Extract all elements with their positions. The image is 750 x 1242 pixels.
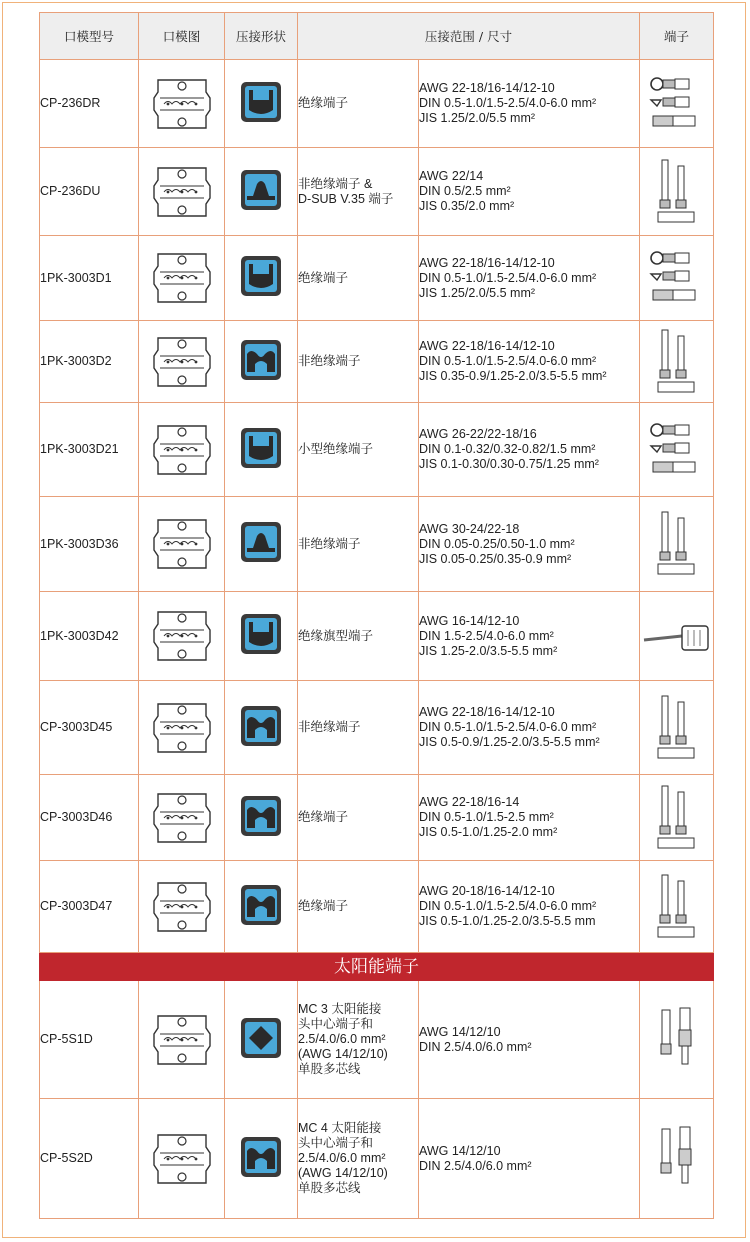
table-row bbox=[40, 1099, 714, 1219]
range-line: DIN 1.5-2.5/4.0-6.0 mm² bbox=[419, 628, 554, 643]
table-row bbox=[40, 403, 714, 497]
model-cell: CP-236DR bbox=[40, 60, 139, 148]
insulated-terminal-icon bbox=[640, 236, 714, 321]
crimp-shape-icon bbox=[225, 861, 298, 953]
crimp-shape-icon bbox=[225, 981, 298, 1099]
model-cell: CP-3003D47 bbox=[40, 861, 139, 953]
die-image bbox=[139, 497, 225, 592]
terminal-type-cell: 绝缘旗型端子 bbox=[298, 592, 419, 681]
pin-terminal-icon bbox=[640, 321, 714, 403]
range-cell bbox=[419, 403, 640, 497]
range-line: DIN 0.1-0.32/0.32-0.82/1.5 mm² bbox=[419, 442, 596, 456]
range-line: DIN 0.5-1.0/1.5-2.5 mm² bbox=[419, 810, 554, 824]
table-row bbox=[40, 681, 714, 775]
range-line: AWG 22-18/16-14/12-10 bbox=[419, 705, 555, 719]
section-row bbox=[40, 953, 714, 981]
header-crimp-shape: 压接形状 bbox=[225, 13, 298, 60]
range-line: JIS 0.35/2.0 mm² bbox=[419, 199, 515, 213]
range-line: JIS 0.1-0.30/0.30-0.75/1.25 mm² bbox=[419, 457, 599, 471]
model-cell: 1PK-3003D42 bbox=[40, 592, 139, 681]
table-row bbox=[40, 861, 714, 953]
crimp-shape-icon bbox=[225, 681, 298, 775]
model-cell: 1PK-3003D1 bbox=[40, 236, 139, 321]
spec-table bbox=[39, 12, 714, 1219]
die-image bbox=[139, 236, 225, 321]
pin-terminal-icon bbox=[640, 775, 714, 861]
model-cell: CP-3003D45 bbox=[40, 681, 139, 775]
header-row bbox=[40, 13, 714, 60]
range-line: AWG 22-18/16-14/12-10 bbox=[419, 255, 555, 270]
terminal-type-cell: MC 3 太阳能接 头中心端子和 2.5/4.0/6.0 mm² (AWG 14/12/10) 单股多芯线 bbox=[298, 981, 419, 1099]
die-image bbox=[139, 981, 225, 1099]
pin-terminal-icon bbox=[640, 497, 714, 592]
model-cell: CP-5S2D bbox=[40, 1099, 139, 1219]
pin-terminal-icon bbox=[640, 681, 714, 775]
pin-terminal-icon bbox=[640, 148, 714, 236]
range-line: AWG 22-18/16-14/12-10 bbox=[419, 339, 555, 353]
die-image bbox=[139, 681, 225, 775]
range-line: AWG 20-18/16-14/12-10 bbox=[419, 884, 555, 898]
crimp-shape-icon bbox=[225, 775, 298, 861]
table-row bbox=[40, 981, 714, 1099]
range-line: DIN 0.5-1.0/1.5-2.5/4.0-6.0 mm² bbox=[419, 270, 597, 285]
range-line: DIN 0.5-1.0/1.5-2.5/4.0-6.0 mm² bbox=[419, 720, 597, 734]
range-line: DIN 0.5-1.0/1.5-2.5/4.0-6.0 mm² bbox=[419, 96, 597, 110]
model-cell: CP-3003D46 bbox=[40, 775, 139, 861]
range-cell bbox=[419, 681, 640, 775]
range-line: DIN 0.5-1.0/1.5-2.5/4.0-6.0 mm² bbox=[419, 899, 597, 913]
range-line: AWG 16-14/12-10 bbox=[419, 613, 520, 628]
die-image bbox=[139, 403, 225, 497]
pin-terminal-icon bbox=[640, 861, 714, 953]
range-line: DIN 2.5/4.0/6.0 mm² bbox=[419, 1158, 532, 1173]
range-line: DIN 0.05-0.25/0.50-1.0 mm² bbox=[419, 536, 575, 551]
terminal-type-cell: 非绝缘端子 & D-SUB V.35 端子 bbox=[298, 148, 419, 236]
range-line: JIS 1.25-2.0/3.5-5.5 mm² bbox=[419, 643, 558, 658]
solar-pin-icon bbox=[640, 1099, 714, 1219]
terminal-type-cell: 绝缘端子 bbox=[298, 861, 419, 953]
range-cell bbox=[419, 497, 640, 592]
range-cell bbox=[419, 1099, 640, 1219]
terminal-type-cell: 非绝缘端子 bbox=[298, 321, 419, 403]
terminal-type-cell: 绝缘端子 bbox=[298, 236, 419, 321]
range-cell bbox=[419, 236, 640, 321]
die-image bbox=[139, 1099, 225, 1219]
range-cell bbox=[419, 592, 640, 681]
crimp-shape-icon bbox=[225, 1099, 298, 1219]
range-line: AWG 14/12/10 bbox=[419, 1024, 501, 1039]
range-cell bbox=[419, 60, 640, 148]
range-cell bbox=[419, 981, 640, 1099]
model-cell: CP-5S1D bbox=[40, 981, 139, 1099]
flag-terminal-icon bbox=[640, 592, 714, 681]
range-cell bbox=[419, 321, 640, 403]
range-cell bbox=[419, 775, 640, 861]
crimp-shape-icon bbox=[225, 236, 298, 321]
range-line: AWG 14/12/10 bbox=[419, 1143, 501, 1158]
table-row bbox=[40, 236, 714, 321]
model-cell: CP-236DU bbox=[40, 148, 139, 236]
crimp-shape-icon bbox=[225, 403, 298, 497]
range-line: JIS 1.25/2.0/5.5 mm² bbox=[419, 111, 536, 125]
range-cell bbox=[419, 861, 640, 953]
table-row bbox=[40, 321, 714, 403]
solar-pin-icon bbox=[640, 981, 714, 1099]
die-image bbox=[139, 861, 225, 953]
range-line: DIN 0.5/2.5 mm² bbox=[419, 184, 511, 198]
range-line: JIS 0.5-1.0/1.25-2.0 mm² bbox=[419, 825, 558, 839]
header-range: 压接范围 / 尺寸 bbox=[298, 13, 640, 60]
crimp-shape-icon bbox=[225, 497, 298, 592]
die-image bbox=[139, 148, 225, 236]
insulated-terminal-icon bbox=[640, 403, 714, 497]
crimp-shape-icon bbox=[225, 148, 298, 236]
terminal-type-cell: 非绝缘端子 bbox=[298, 681, 419, 775]
header-model: 口模型号 bbox=[40, 13, 139, 60]
terminal-type-cell: 小型绝缘端子 bbox=[298, 403, 419, 497]
range-line: JIS 0.35-0.9/1.25-2.0/3.5-5.5 mm² bbox=[419, 369, 607, 383]
table-row bbox=[40, 775, 714, 861]
terminal-type-cell: MC 4 太阳能接 头中心端子和 2.5/4.0/6.0 mm² (AWG 14/12/10) 单股多芯线 bbox=[298, 1099, 419, 1219]
terminal-type-cell: 非绝缘端子 bbox=[298, 497, 419, 592]
range-line: AWG 22-18/16-14/12-10 bbox=[419, 81, 555, 95]
range-line: AWG 30-24/22-18 bbox=[419, 521, 520, 536]
range-line: DIN 2.5/4.0/6.0 mm² bbox=[419, 1039, 532, 1054]
table-row bbox=[40, 60, 714, 148]
table-row bbox=[40, 497, 714, 592]
terminal-type-cell: 绝缘端子 bbox=[298, 60, 419, 148]
insulated-terminal-icon bbox=[640, 60, 714, 148]
range-line: JIS 0.5-0.9/1.25-2.0/3.5-5.5 mm² bbox=[419, 735, 600, 749]
range-line: DIN 0.5-1.0/1.5-2.5/4.0-6.0 mm² bbox=[419, 354, 597, 368]
crimp-shape-icon bbox=[225, 321, 298, 403]
crimp-shape-icon bbox=[225, 592, 298, 681]
crimp-shape-icon bbox=[225, 60, 298, 148]
range-line: AWG 26-22/22-18/16 bbox=[419, 427, 537, 441]
header-terminal: 端子 bbox=[640, 13, 714, 60]
model-cell: 1PK-3003D36 bbox=[40, 497, 139, 592]
range-line: AWG 22/14 bbox=[419, 169, 484, 183]
range-cell bbox=[419, 148, 640, 236]
die-image bbox=[139, 775, 225, 861]
model-cell: 1PK-3003D21 bbox=[40, 403, 139, 497]
terminal-type-cell: 绝缘端子 bbox=[298, 775, 419, 861]
die-image bbox=[139, 321, 225, 403]
header-die-image: 口模图 bbox=[139, 13, 225, 60]
table-row bbox=[40, 592, 714, 681]
range-line: JIS 0.5-1.0/1.25-2.0/3.5-5.5 mm bbox=[419, 914, 596, 928]
die-image bbox=[139, 592, 225, 681]
model-cell: 1PK-3003D2 bbox=[40, 321, 139, 403]
range-line: AWG 22-18/16-14 bbox=[419, 795, 520, 809]
section-title: 太阳能端子 bbox=[40, 953, 714, 981]
range-line: JIS 0.05-0.25/0.35-0.9 mm² bbox=[419, 551, 572, 566]
range-line: JIS 1.25/2.0/5.5 mm² bbox=[419, 285, 536, 300]
die-image bbox=[139, 60, 225, 148]
table-row bbox=[40, 148, 714, 236]
